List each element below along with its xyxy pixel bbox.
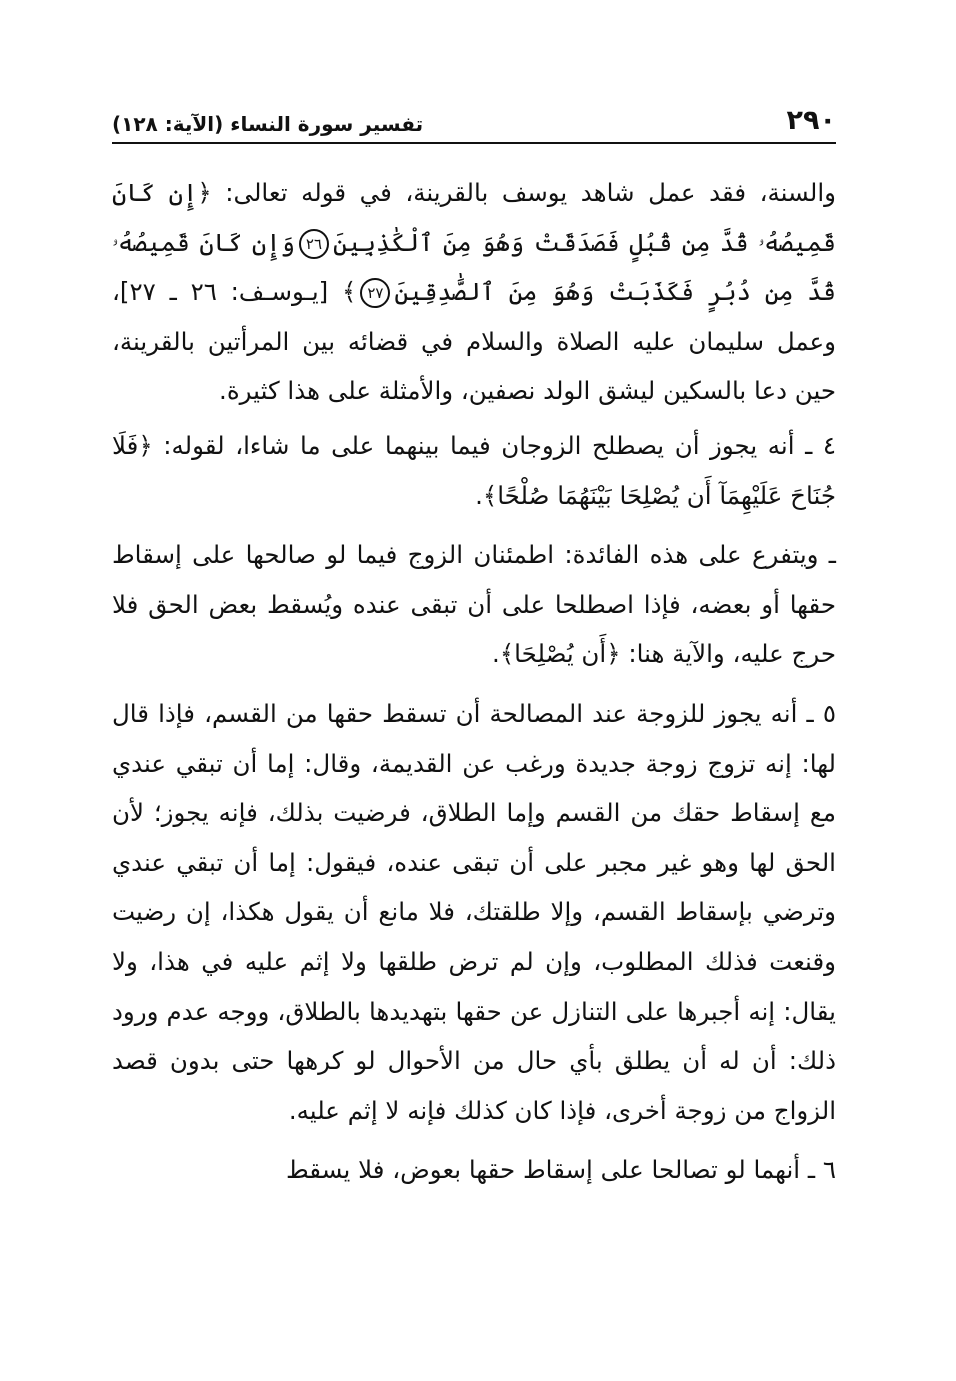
quran-quote-1b: وَإِن كَانَ قَمِيصُهُۥ قُدَّ مِن دُبُرٍ فَكَذَبَتْ وَهُوَ مِنَ ٱلصَّٰدِقِينَ — [112, 227, 836, 307]
paragraph-1 — [112, 168, 836, 416]
page-number: ٢٩٠ — [786, 105, 836, 136]
paragraph-3-text-a: ـ ويتفرع على هذه الفائدة: اطمئنان الزوج فيما لو صالحها على إسقاط حقها أو بعضه، فإذا اصطلحا على أن تبقى عنده ويُسقط بعض الحق فلا حرج عليه، والآية هنا: — [112, 540, 836, 669]
ayah-number-mark: ٢٦ — [299, 229, 329, 259]
quran-quote-1a: ﴿إِن كَانَ قَمِيصُهُۥ قُدَّ مِن قُبُلٍ فَصَدَقَتْ وَهُوَ مِنَ ٱلْكَٰذِبِينَ — [112, 178, 836, 257]
quran-quote-3: ﴿أَن يُصْلِحَا﴾ — [499, 639, 621, 669]
paragraph-2-text-a: ٤ ـ أنه يجوز أن يصطلح الزوجان فيما بينهما على ما شاءا، لقوله: — [152, 430, 836, 460]
paragraph-3 — [112, 530, 836, 679]
quran-quote-2: ﴿فَلَا جُنَاحَ عَلَيْهِمَآ أَن يُصْلِحَا بَيْنَهُمَا صُلْحًا﴾ — [112, 430, 836, 510]
paragraph-2 — [112, 421, 836, 520]
paragraph-2-text-b: . — [475, 480, 483, 510]
paragraph-5: ٦ ـ أنهما لو تصالحا على إسقاط حقها بعوض، فلا يسقط — [286, 1155, 836, 1185]
paragraph-4: ٥ ـ أنه يجوز للزوجة عند المصالحة أن تسقط حقها من القسم، فإذا قال لها: إنه تزوج زوجة جديدة ورغب عن القديمة، وقال: إما أن تبقي عندي مع إسقاط حقك من القسم وإما الطلاق، فرضيت بذلك، فإنه يجوز؛ لأن الحق لها وهو غير مجبر على أن تبقى عنده، فيقول: إما أن تبقي عندي وترضي بإسقاط القسم، وإلا طلقتك، فلا مانع أن يقول هكذا، إن رضيت وقنعت فذلك المطلوب، وإن لم ترض طلقها ولا إثم عليه في هذا، ولا يقال: إنه أجبرها على التنازل عن حقها بتهديدها بالطلاق، ووجه عدم ورود ذلك: أن له أن يطلق بأي حال من الأحوال لو كرهها حتى بدون قصد الزواج من زوجة أخرى، فإذا كان كذلك فإنه لا إثم عليه. — [112, 698, 836, 1125]
header-divider — [112, 142, 836, 144]
running-header — [112, 94, 836, 134]
paragraph-3-text-b: . — [492, 639, 500, 669]
paragraph-1-text-a: والسنة، فقد عمل شاهد يوسف بالقرينة، في قوله تعالى: — [211, 178, 837, 207]
ayah-number-mark: ٢٧ — [360, 278, 390, 308]
quran-quote-close: ﴾ — [342, 277, 357, 307]
body-text — [112, 168, 836, 1205]
header-title: تفسير سورة النساء (الآية: ١٢٨) — [112, 112, 424, 136]
paragraph-1-text-b: [يـوسـف: ٢٦ ـ ٢٧]، وعمل سليمان عليه الصلاة والسلام في قضائه بين المرأتين بالقرينة، حين دعا بالسكين ليشق الولد نصفين، والأمثلة على هذا كثيرة. — [112, 277, 836, 406]
